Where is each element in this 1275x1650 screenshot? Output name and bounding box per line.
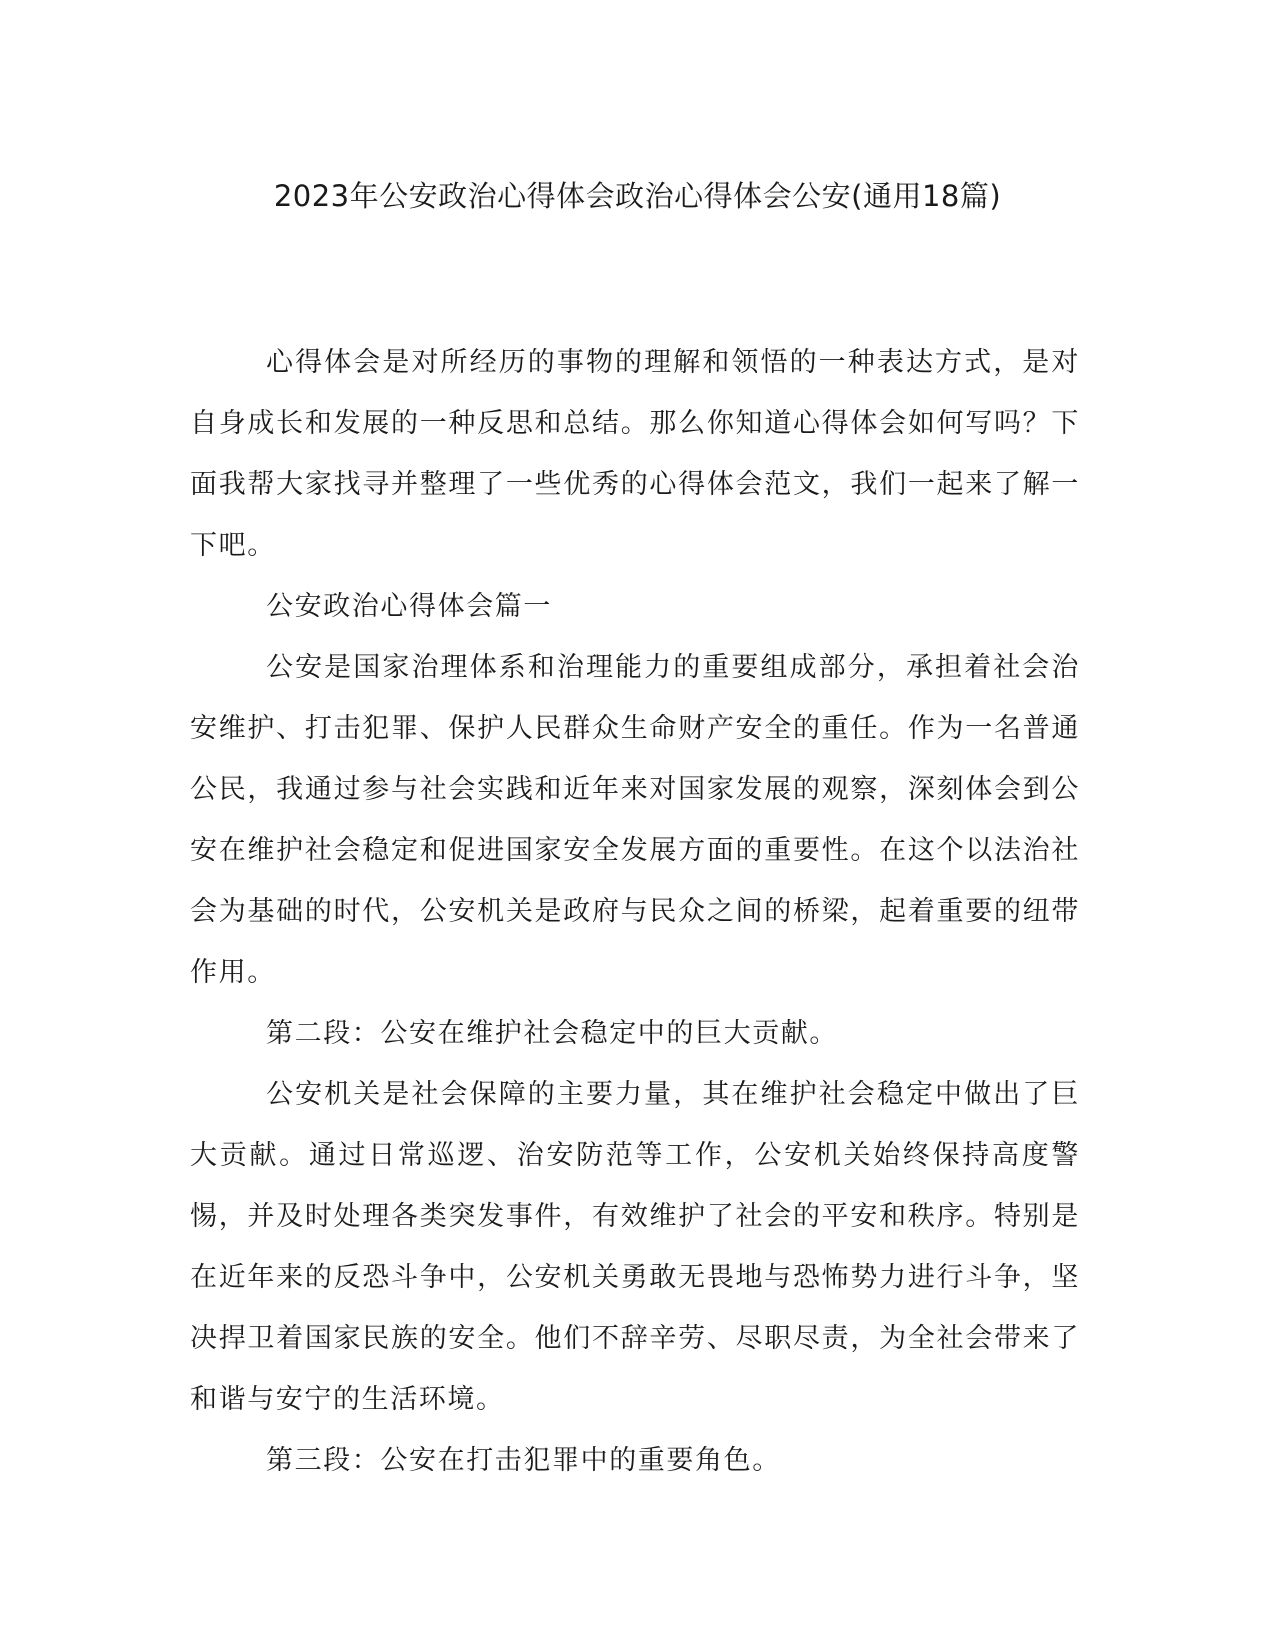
document-body [190, 332, 1080, 1491]
section-heading-part-one: 公安政治心得体会篇一 [266, 591, 552, 622]
body-paragraph: 公安是国家治理体系和治理能力的重要组成部分，承担着社会治安维护、打击犯罪、保护人民群众生命财产安全的重任。作为一名普通公民，我通过参与社会实践和近年来对国家发展的观察，深刻体会到公安在维护社会稳定和促进国家安全发展方面的重要性。在这个以法治社会为基础的时代，公安机关是政府与民众之间的桥梁，起着重要的纽带作用。 [190, 652, 1080, 988]
section-heading-second: 第二段：公安在维护社会稳定中的巨大贡献。 [266, 1018, 838, 1049]
body-paragraph: 公安机关是社会保障的主要力量，其在维护社会稳定中做出了巨大贡献。通过日常巡逻、治安防范等工作，公安机关始终保持高度警惕，并及时处理各类突发事件，有效维护了社会的平安和秩序。特别是在近年来的反恐斗争中，公安机关勇敢无畏地与恐怖势力进行斗争，坚决捍卫着国家民族的安全。他们不辞辛劳、尽职尽责，为全社会带来了和谐与安宁的生活环境。 [190, 1079, 1080, 1415]
document-title: 2023年公安政治心得体会政治心得体会公安(通用18篇) [273, 179, 1002, 213]
section-heading-third: 第三段：公安在打击犯罪中的重要角色。 [266, 1445, 781, 1476]
intro-paragraph: 心得体会是对所经历的事物的理解和领悟的一种表达方式，是对自身成长和发展的一种反思和总结。那么你知道心得体会如何写吗？下面我帮大家找寻并整理了一些优秀的心得体会范文，我们一起来了解一下吧。 [190, 347, 1080, 561]
